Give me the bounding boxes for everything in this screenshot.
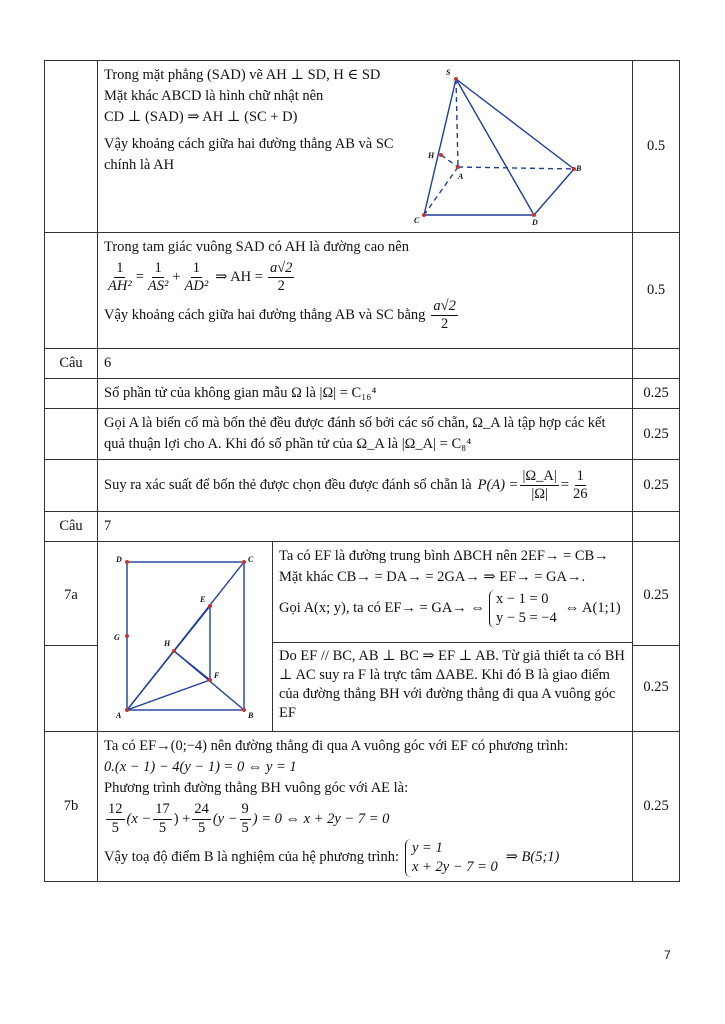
page-number: 7 xyxy=(664,948,671,962)
rectangle-figure xyxy=(102,546,260,720)
table-row xyxy=(45,460,680,512)
score-cell: 0.5 xyxy=(633,61,680,233)
text-line: Vậy khoảng cách giữa hai đường thẳng AB và SC bằng xyxy=(104,307,426,324)
score-cell: 0.25 xyxy=(633,379,680,409)
question-number: 7 xyxy=(98,512,633,542)
score-cell: 0.25 xyxy=(643,678,669,695)
question-label: Câu xyxy=(45,512,98,542)
point-label: G xyxy=(114,633,120,643)
point-label: A xyxy=(458,172,464,181)
solution-cell xyxy=(98,61,633,233)
text-line: Trong mặt phẳng (SAD) vẽ AH ⊥ SD, H ∈ SD xyxy=(104,67,381,83)
score-cell: 0.25 xyxy=(633,409,680,460)
point-label: H xyxy=(428,151,435,160)
point-label: D xyxy=(532,218,538,227)
table-row xyxy=(45,542,680,732)
solution-cell: Trong tam giác vuông SAD có AH là đường cao nên $\frac{1}{\text{AH²}}$ = $\frac{1}{\text{AS²}}$ + $\frac{1}{\text{AD²}}$ ⇒ AH = $\frac{a√2}{2}$ Vậy khoảng cách giữa hai đường thẳng AB và SC bằng $\frac{a√2}{2}$ xyxy=(98,233,633,349)
text-line: CD ⊥ (SAD) ⇒ AH ⊥ (SC + D) xyxy=(104,109,298,126)
text-line: Phương trình đường thẳng BH vuông góc với AE là: xyxy=(104,780,409,797)
point-label: A xyxy=(116,711,122,721)
score-cell: 0.25 xyxy=(633,732,680,882)
table-row xyxy=(45,349,680,379)
table-row xyxy=(45,233,680,349)
text-line: Vậy khoảng cách giữa hai đường thẳng AB và SC chính là AH xyxy=(104,136,394,174)
score-cell: 0.25 xyxy=(633,460,680,512)
solution-cell: Suy ra xác suất để bốn thẻ được chọn đều được đánh số chẵn là P(A) = $\frac{|\Omega\_A|}{|\Omega|}$ = $\frac{1}{26}$ xyxy=(98,460,633,512)
point-label: F xyxy=(214,671,220,681)
text-block: Do EF // BC, AB ⊥ BC ⇒ EF ⊥ AB. Từ giả thiết ta có BH ⊥ AC suy ra F là trực tâm ΔABE. Khi đó B là giao điểm của đường thẳng BH với đường thẳng đi qua A vuông góc EF xyxy=(279,648,625,721)
point-label: S xyxy=(446,68,451,77)
text-line: Mặt khác CB→ = DA→ = 2GA→ ⇒ EF→ = GA→. xyxy=(279,569,586,586)
table-row xyxy=(45,732,680,882)
solution-cell: Gọi A là biến cố mà bốn thẻ đều được đánh số bởi các số chẵn, Ω_A là tập hợp các kết quả thuận lợi cho A. Khi đó số phần tử của Ω_A là |Ω_A| = C₈⁴ xyxy=(98,409,633,460)
text-line: Trong tam giác vuông SAD có AH là đường cao nên xyxy=(104,239,409,255)
text-line: Mặt khác ABCD là hình chữ nhật nên xyxy=(104,88,324,105)
subpart-label: 7b xyxy=(45,732,98,882)
question-number: 6 xyxy=(98,349,633,379)
solution-cell: Số phần tử của không gian mẫu Ω là |Ω| = C₁₆⁴ xyxy=(98,379,633,409)
table-row xyxy=(45,512,680,542)
score-cell: 0.25 xyxy=(633,545,679,646)
score-cell: 0.5 xyxy=(633,233,680,349)
table-row xyxy=(45,61,680,233)
point-label: C xyxy=(248,555,254,565)
point-label: D xyxy=(116,555,122,565)
text-line: Ta có EF là đường trung bình ΔBCH nên 2EF→ = CB→ xyxy=(279,548,609,565)
table-row xyxy=(45,379,680,409)
point-label: E xyxy=(200,595,206,605)
text-line: Ta có EF→(0;−4) nên đường thẳng đi qua A vuông góc với EF có phương trình: xyxy=(104,738,569,755)
point-label: B xyxy=(248,711,254,721)
question-label: Câu xyxy=(45,349,98,379)
solution-cell: Ta có EF→(0;−4) nên đường thẳng đi qua A vuông góc với EF có phương trình: 0.(x − 1) − 4(y − 1) = 0 ⇔ y = 1 Phương trình đường thẳng BH vuông góc với AE là: $\frac{12}{5}$ (x − $\frac{17}{5}$ ) + $\frac{24}{5}$ (y − $\frac{9}{5}$ ) = 0 ⇔ x + 2y − 7 = 0 Vậy toạ độ điểm B là nghiệm của hệ phương trình: y = 1 x + 2y − 7 = 0 ⇒ B(5;1) xyxy=(98,732,633,882)
point-label: C xyxy=(414,216,420,225)
table-row xyxy=(45,409,680,460)
solution-table xyxy=(44,60,680,882)
point-label: H xyxy=(164,639,171,649)
subpart-label: 7a xyxy=(45,542,98,732)
text-line: 0.(x − 1) − 4(y − 1) = 0 ⇔ y = 1 xyxy=(104,759,297,776)
point-label: B xyxy=(576,164,582,173)
pyramid-figure xyxy=(414,65,584,227)
solution-cell: D C E G H F A B Ta có EF là đường trung bình ΔBCH nên 2EF→ = CB→ Mặt khác CB→ = DA→ = 2GA→ ⇒ EF→ = GA→. Gọi A(x; y), ta có EF→ = GA→ ⇔ x − 1 = 0 y − 5 = −4 ⇔ A(1;1) Do EF // BC, AB ⊥ BC ⇒ EF ⊥ AB. Từ giả thiết ta có BH ⊥ AC suy ra F là trực tâm ΔABE. Khi đó B là giao điểm của đường thẳng BH với đường thẳng đi qua A vuông góc EF xyxy=(98,542,633,732)
